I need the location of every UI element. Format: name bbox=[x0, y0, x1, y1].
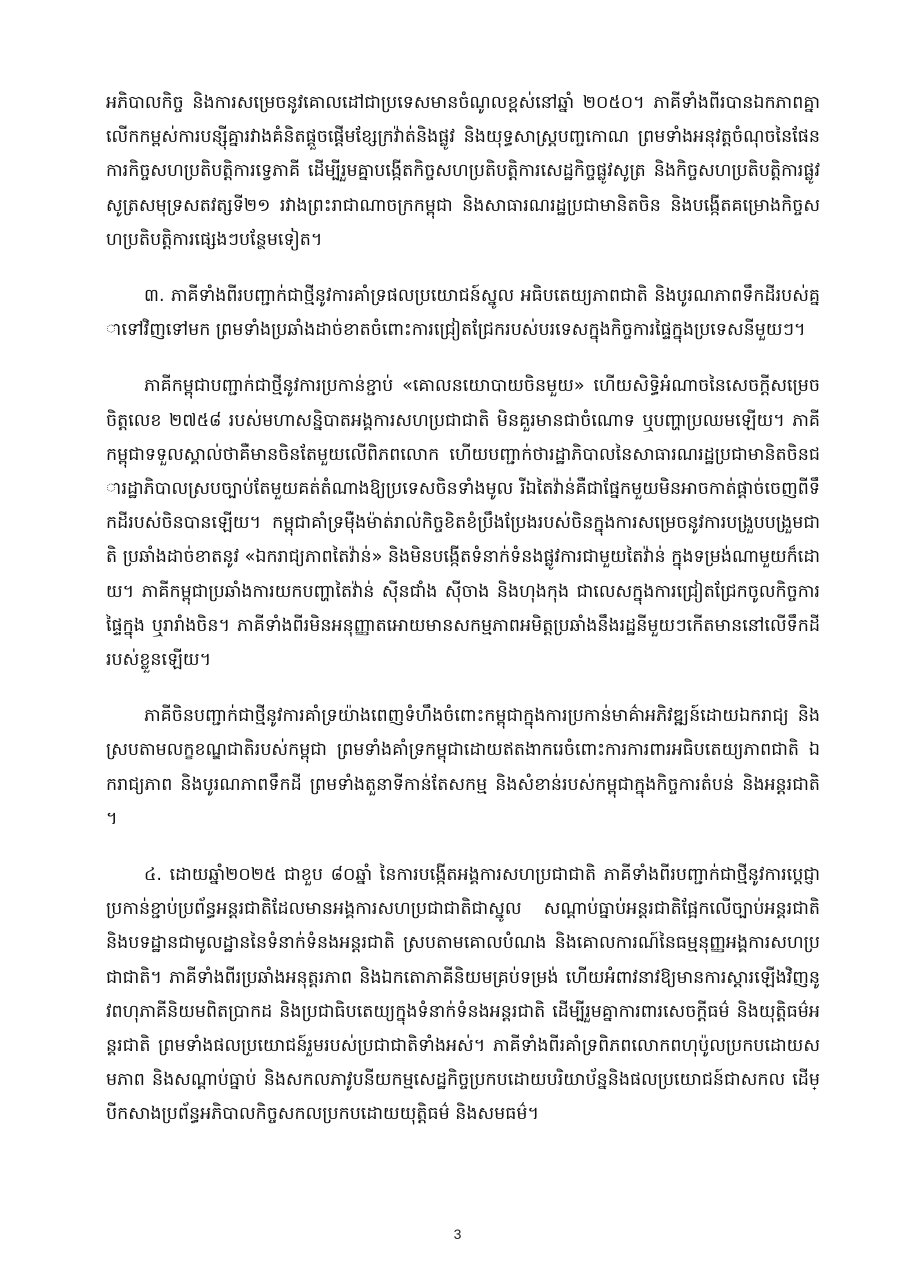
paragraph-1: អភិបាលកិច្ច និងការសម្រេចនូវគោលដៅជាប្រទេសមានចំណូលខ្ពស់នៅឆ្នាំ ២០៥០។ ភាគីទាំងពីរបានឯកភាពគ្នាលើកកម្ពស់ការបន្សុីគ្នារវាងគំនិតផ្តួចផ្តើមខ្សែក្រវ៉ាត់និងផ្លូវ និងយុទ្ធសាស្ត្របញ្ចកោណ ព្រមទាំងអនុវត្តចំណុចនៃផែនការកិច្ចសហប្រតិបត្តិការទ្វេភាគី ដើម្បីរួមគ្នាបង្កើតកិច្ចសហប្រតិបត្តិការសេដ្ឋកិច្ចផ្លូវសូត្រ និងកិច្ចសហប្រតិបត្តិការផ្លូវសូត្រសមុទ្រសតវត្សទី២១ រវាងព្រះរាជាណាចក្រកម្ពុជា និងសាធារណរដ្ឋប្រជាមានិតចិន និងបង្កើតគម្រោងកិច្ចសហប្រតិបត្តិការផ្សេងៗបន្ថែមទៀត។ bbox=[106, 93, 820, 250]
page-number: 3 bbox=[453, 1226, 462, 1242]
paragraph-5-section-4: ៤. ដោយឆ្នាំ២០២៥ ជាខួប ៨០ឆ្នាំ នៃការបង្កើតអង្គការសហប្រជាជាតិ ភាគីទាំងពីរបញ្ជាក់ជាថ្មីនូវការប្តេជ្ញាប្រកាន់ខ្ជាប់ប្រព័ន្ធអន្តរជាតិដែលមានអង្គការសហប្រជាជាតិជាស្នូល សណ្តាប់ធ្នាប់អន្តរជាតិផ្អែកលើច្បាប់អន្តរជាតិ និងបទដ្ឋានជាមូលដ្ឋាននៃទំនាក់ទំនងអន្តរជាតិ ស្របតាមគោលបំណង និងគោលការណ៍នៃធម្មនុញ្ញអង្គការសហប្រជាជាតិ។ ភាគីទាំងពីរប្រឆាំងអនុត្តរភាព និងឯកតោភាគីនិយមគ្រប់ទម្រង់ ហើយអំពាវនាវឱ្យមានការស្តារឡើងវិញនូវពហុភាគីនិយមពិតប្រាកដ និងប្រជាធិបតេយ្យក្នុងទំនាក់ទំនងអន្តរជាតិ ដើម្បីរួមគ្នាការពារសេចក្តីធម៌ និងយុត្តិធម៌អន្តរជាតិ ព្រមទាំងផលប្រយោជន៍រួមរបស់ប្រជាជាតិទាំងអស់។ ភាគីទាំងពីរគាំទ្រពិភពលោកពហុប៉ូលប្រកបដោយសមភាព និងសណ្តាប់ធ្នាប់ និងសកលភាវូបនីយកម្មសេដ្ឋកិច្ចប្រកបដោយបរិយាប័ន្ននិងផលប្រយោជន៍ជាសកល ដើម្បីកសាងប្រព័ន្ធអភិបាលកិច្ចសកលប្រកបដោយយុត្តិធម៌ និងសមធម៌។ bbox=[106, 865, 820, 1125]
paragraph-4-china-support: ភាគីចិនបញ្ជាក់ជាថ្មីនូវការគាំទ្រយ៉ាងពេញទំហឹងចំពោះកម្ពុជាក្នុងការប្រកាន់មាគ៌ាអភិវឌ្ឍន៍ដោយឯករាជ្យ និងស្របតាមលក្ខខណ្ឌជាតិរបស់កម្ពុជា ព្រមទាំងគាំទ្រកម្ពុជាដោយឥតងាករេចំពោះការការពារអធិបតេយ្យភាពជាតិ ឯករាជ្យភាព និងបូរណភាពទឹកដី ព្រមទាំងតួនាទីកាន់តែសកម្ម និងសំខាន់របស់កម្ពុជាក្នុងកិច្ចការតំបន់ និងអន្តរជាតិ។ bbox=[106, 706, 820, 829]
document-body bbox=[106, 86, 820, 1154]
paragraph-2-section-3: ៣. ភាគីទាំងពីរបញ្ជាក់ជាថ្មីនូវការគាំទ្រផលប្រយោជន៍ស្នូល អធិបតេយ្យភាពជាតិ និងបូរណភាពទឹកដីរបស់គ្នាទៅវិញទៅមក ព្រមទាំងប្រឆាំងដាច់ខាតចំពោះការជ្រៀតជ្រែករបស់បរទេសក្នុងកិច្ចការផ្ទៃក្នុងប្រទេសនីមួយៗ។ bbox=[106, 286, 820, 341]
paragraph-3-one-china-policy: ភាគីកម្ពុជាបញ្ជាក់ជាថ្មីនូវការប្រកាន់ខ្ជាប់ «គោលនយោបាយចិនមួយ» ហើយសិទ្ធិអំណាចនៃសេចក្តីសម្រេចចិត្តលេខ ២៧៥៨ របស់មហាសន្និបាតអង្គការសហប្រជាជាតិ មិនគួរមានជាចំណោទ ឬបញ្ហាប្រឈមឡើយ។ ភាគីកម្ពុជាទទួលស្គាល់ថាគឺមានចិនតែមួយលើពិភពលោក ហើយបញ្ជាក់ថារដ្ឋាភិបាលនៃសាធារណរដ្ឋប្រជាមានិតចិនជារដ្ឋាភិបាលស្របច្បាប់តែមួយគត់តំណាងឱ្យប្រទេសចិនទាំងមូល រីឯតៃវ៉ាន់គឺជាផ្នែកមួយមិនអាចកាត់ផ្តាច់ចេញពីទឹកដីរបស់ចិនបានឡើយ។ កម្ពុជាគាំទ្រមុឺងម៉ាត់រាល់កិច្ចខិតខំប្រឹងប្រែងរបស់ចិនក្នុងការសម្រេចនូវការបង្រួបបង្រួមជាតិ ប្រឆាំងដាច់ខាតនូវ «ឯករាជ្យភាពតៃវ៉ាន់» និងមិនបង្កើតទំនាក់ទំនងផ្លូវការជាមួយតៃវ៉ាន់ ក្នុងទម្រង់ណាមួយក៏ដោយ។ ភាគីកម្ពុជាប្រឆាំងការយកបញ្ហាតៃវ៉ាន់ ស៊ីនជាំង ស៊ីចាង និងហុងកុង ជាលេសក្នុងការជ្រៀតជ្រែកចូលកិច្ចការផ្ទៃក្នុង ឬរារាំងចិន។ ភាគីទាំងពីរមិនអនុញ្ញាតអោយមានសកម្មភាពអមិត្តប្រឆាំងនឹងរដ្ឋនីមួយៗកើតមាននៅលើទឹកដីរបស់ខ្លួនឡើយ។ bbox=[106, 376, 820, 671]
